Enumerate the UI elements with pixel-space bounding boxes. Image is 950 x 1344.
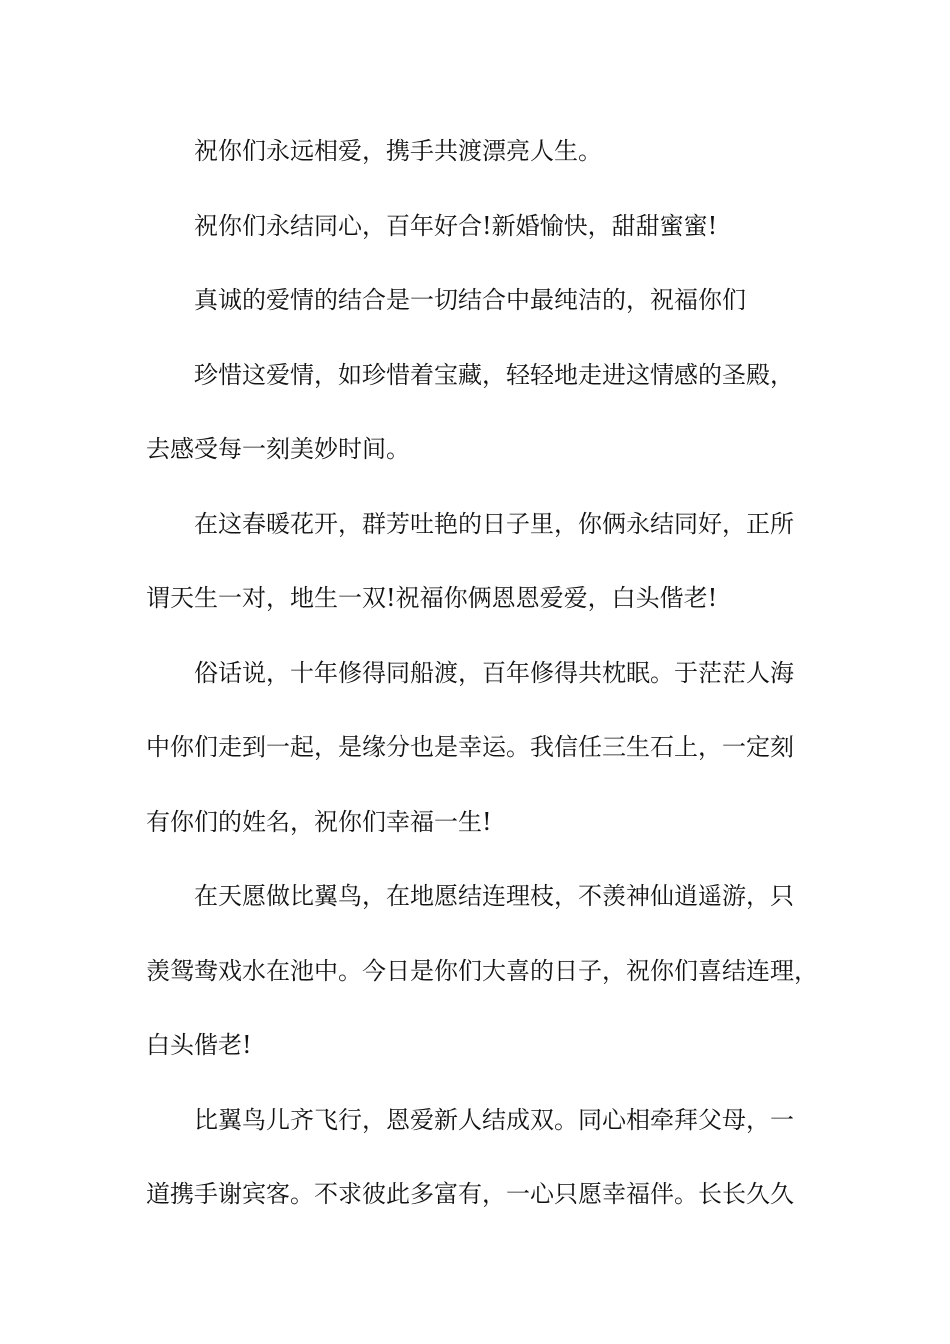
text-line: 比翼鸟儿齐飞行，恩爱新人结成双。同心相牵拜父母，一 [194,1106,794,1134]
text-line: 谓天生一对，地生一双!祝福你俩恩恩爱爱，白头偕老! [146,584,718,612]
text-line: 祝你们永结同心，百年好合!新婚愉快，甜甜蜜蜜! [194,212,718,240]
text-line: 真诚的爱情的结合是一切结合中最纯洁的，祝福你们 [194,286,746,314]
text-line: 有你们的姓名，祝你们幸福一生! [146,808,492,836]
text-line: 道携手谢宾客。不求彼此多富有，一心只愿幸福伴。长长久久 [146,1180,794,1208]
text-line: 在这春暖花开，群芳吐艳的日子里，你俩永结同好，正所 [194,510,794,538]
text-line: 白头偕老! [146,1031,252,1059]
text-line: 俗话说，十年修得同船渡，百年修得共枕眠。于茫茫人海 [194,659,794,687]
text-line: 祝你们永远相爱，携手共渡漂亮人生。 [194,137,602,165]
text-line: 珍惜这爱情，如珍惜着宝藏，轻轻地走进这情感的圣殿， [194,361,794,389]
text-line: 去感受每一刻美妙时间。 [146,435,410,463]
text-line: 羡鸳鸯戏水在池中。今日是你们大喜的日子，祝你们喜结连理， [146,957,818,985]
text-line: 中你们走到一起，是缘分也是幸运。我信任三生石上，一定刻 [146,733,794,761]
text-line: 在天愿做比翼鸟，在地愿结连理枝，不羡神仙逍遥游，只 [194,882,794,910]
